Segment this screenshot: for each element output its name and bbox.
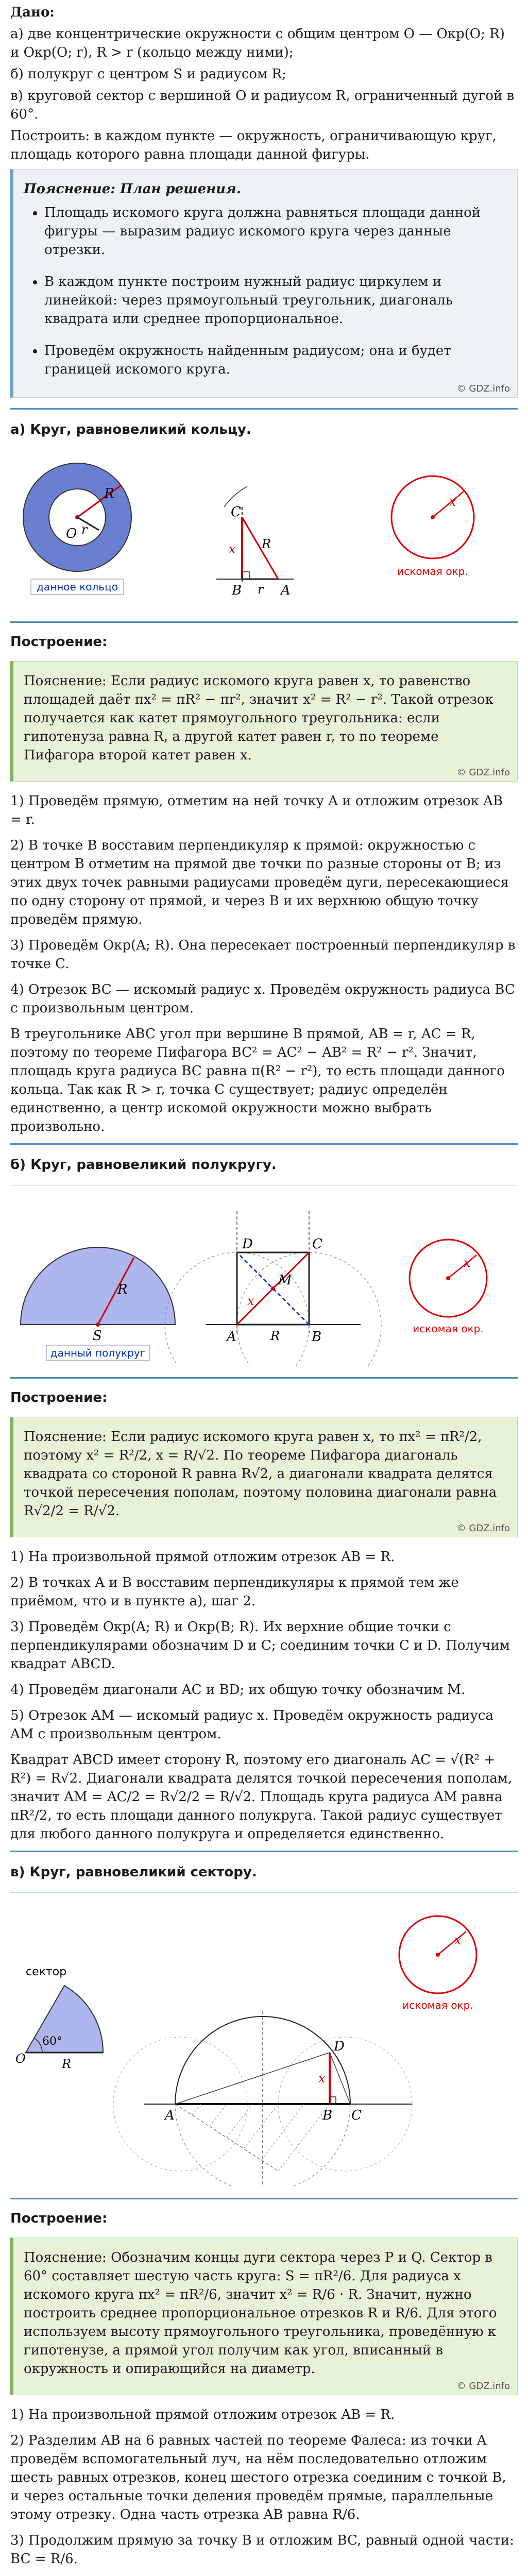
part-c-explanation-box xyxy=(10,2238,518,2395)
square-construction xyxy=(165,1211,381,1366)
label-r-tri: r xyxy=(258,582,264,597)
given-b: б) полукруг с центром S и радиусом R; xyxy=(10,66,286,82)
label-O: O xyxy=(15,2052,26,2066)
step: 2) В точках A и B восставим перпендикуляры к прямой тем же приёмом, что и в пункте а), шаг 2. xyxy=(10,1575,459,1609)
label-C: C xyxy=(231,504,241,520)
label-S: S xyxy=(93,1328,102,1344)
label-D: D xyxy=(334,2039,345,2054)
figure-c xyxy=(10,1898,518,2187)
label-A: A xyxy=(165,2108,175,2123)
label-A: A xyxy=(227,1329,236,1345)
gdz-mark: © GDZ.info xyxy=(456,767,510,778)
plan-title: Пояснение: План решения. xyxy=(24,181,241,197)
given-sector xyxy=(15,1965,103,2071)
label-x-tri: x xyxy=(229,542,236,556)
label-R-semi: R xyxy=(117,1282,128,1297)
label-given-ring: данное кольцо xyxy=(37,581,118,593)
step: 1) Проведём прямую, отметим на ней точку A и отложим отрезок AB = r. xyxy=(10,793,503,827)
part-b-construction-title: Построение: xyxy=(10,1377,518,1405)
step: 3) Проведём Окр(A; R). Она пересекает построенный перпендикуляр в точке C. xyxy=(10,938,516,972)
step: 5) Отрезок AM — искомый радиус x. Проведём окружность радиуса AM с произвольным центром. xyxy=(10,1708,493,1742)
sought-circle-b xyxy=(410,1240,487,1335)
step: 4) Проведём диагонали AC и BD; их общую точку обозначим M. xyxy=(10,1682,466,1698)
label-C: C xyxy=(312,1236,322,1252)
label-x-construction: x xyxy=(318,2071,326,2086)
label-given-semicircle: данный полукруг xyxy=(50,1347,146,1359)
part-c-title: в) Круг, равновеликий сектору. xyxy=(10,1851,518,1893)
label-B: B xyxy=(322,2108,333,2123)
label-R-tri: R xyxy=(262,537,271,551)
part-c-construction-title: Построение: xyxy=(10,2198,518,2226)
label-A: A xyxy=(281,583,291,598)
label-R-sector: R xyxy=(62,2057,72,2071)
triangle-construction xyxy=(216,486,294,598)
label-B: B xyxy=(232,583,242,598)
part-b-explanation-box xyxy=(10,1417,518,1537)
part-a-steps xyxy=(10,792,518,1136)
step: 4) Отрезок BC — искомый радиус x. Проведём окружность радиуса BC с произвольным центром. xyxy=(10,982,515,1016)
label-sector: сектор xyxy=(26,1965,67,1978)
label-C: C xyxy=(351,2108,362,2123)
gdz-mark: © GDZ.info xyxy=(456,2381,510,2392)
given-title: Дано: xyxy=(10,5,55,20)
plan-list xyxy=(24,204,507,379)
given-semicircle xyxy=(21,1247,175,1361)
label-M: M xyxy=(278,1273,292,1288)
gdz-mark: © GDZ.info xyxy=(456,383,510,394)
sought-circle-c xyxy=(399,1916,476,2011)
part-a-explanation-box xyxy=(10,661,518,782)
label-x-sought-b: x xyxy=(464,1256,471,1270)
figure-a xyxy=(10,455,518,610)
label-R-square: R xyxy=(270,1329,280,1343)
step: 3) Проведём Окр(A; R) и Окр(B; R). Их верхние общие точки с перпендикулярами обозначим D и C; соединим точки C и D. Получим квадрат ABCD. xyxy=(10,1619,510,1672)
step: 2) Разделим AB на 6 равных частей по теореме Фалеса: из точки A проведём вспомогательный луч, на нём последовательно отложим шесть равных отрезков, конец шестого отрезка соединим с точкой B, и через остальные точки деления проведём прямые, параллельные этому отрезку. Одна часть отрезка AB равна R/6. xyxy=(10,2433,506,2522)
given-block xyxy=(10,0,518,164)
step: В треугольнике ABC угол при вершине B прямой, AB = r, AC = R, поэтому по теореме Пифагора BC² = AC² − AB² = R² − r². Значит, площадь круга радиуса BC равна π(R² − r²), то есть площади данного кольца. Так как R > r, точка C существует; радиус определён единственно, а центр искомой окружности можно выбрать произвольно. xyxy=(10,1026,505,1134)
step: 1) На произвольной прямой отложим отрезок AB = R. xyxy=(10,2407,395,2422)
label-R: R xyxy=(104,486,114,501)
part-c-explanation: Пояснение: Обозначим концы дуги сектора через P и Q. Сектор в 60° составляет шестую часть круга: S = πR²/6. Для радиуса x искомого круга πx² = πR²/6, значит x² = R/6 · R. Значит, нужно построить среднее пропорциональное отрезков R и R/6. Для этого используем высоту прямоугольного треугольника, проведённую к гипотенузе, а прямой угол получим как угол, вписанный в окружность и опирающийся на диаметр. xyxy=(24,2250,497,2377)
label-D: D xyxy=(242,1236,253,1252)
part-a-explanation: Пояснение: Если радиус искомого круга равен x, то равенство площадей даёт πx² = πR² − πr², значит x² = R² − r². Такой отрезок получается как катет прямоугольного треугольника: если гипотенуза равна R, а другой катет равен r, то по теореме Пифагора второй катет равен x. xyxy=(24,673,493,763)
label-r: r xyxy=(81,522,88,537)
part-b-explanation: Пояснение: Если радиус искомого круга равен x, то πx² = πR²/2, поэтому x² = R²/2, x = R/√2. По теореме Пифагора диагональ квадрата со стороной R равна R√2, а диагонали квадрата делятся точкой пересечения пополам, поэтому половина диагонали равна R√2/2 = R/√2. xyxy=(24,1429,497,1519)
label-sought-b: искомая окр. xyxy=(413,1323,484,1335)
plan-item: • В каждом пункте построим нужный радиус циркулем и линейкой: через прямоугольный треугольник, диагональ квадрата или среднее пропорциональное. xyxy=(44,273,507,328)
mean-proportional-construction xyxy=(113,2011,412,2187)
step: Квадрат ABCD имеет сторону R, поэтому его диагональ AC = √(R² + R²) = R√2. Диагонали квадрата делятся точкой пересечения пополам, значит AM = AC/2 = R√2/2 = R/√2. Площадь круга радиуса AM равна πR²/2, то есть площади данного полукруга. Такой радиус существует для любого данного полукруга и определяется единственно. xyxy=(10,1752,513,1842)
label-sought-c: искомая окр. xyxy=(402,1999,473,2011)
plan-item: • Площадь искомого круга должна равняться площади данной фигуры — выразим радиус искомого круга через данные отрезки. xyxy=(44,204,507,259)
given-a: а) две концентрические окружности с общим центром O — Окр(O; R) и Окр(O; r), R > r (кольцо между ними); xyxy=(10,26,505,60)
part-b-steps xyxy=(10,1548,518,1843)
given-ring xyxy=(23,463,131,595)
label-x-sought-c: x xyxy=(454,1933,462,1947)
step: 1) На произвольной прямой отложим отрезок AB = R. xyxy=(10,1549,395,1565)
step: 2) В точке B восставим перпендикуляр к прямой: окружностью с центром B отметим на прямой две точки по разные стороны от B; из этих двух точек равными радиусами проведём дуги, пересекающиеся по одну сторону от прямой, и через B и их верхнюю общую точку проведём прямую. xyxy=(10,838,509,927)
gdz-mark: © GDZ.info xyxy=(456,1523,510,1534)
figure-b xyxy=(10,1191,518,1366)
part-a-construction-title: Построение: xyxy=(10,621,518,650)
part-b-title: б) Круг, равновеликий полукругу. xyxy=(10,1143,518,1185)
label-O: O xyxy=(66,526,77,541)
label-x-square: x xyxy=(247,1294,254,1308)
plan-box xyxy=(10,169,518,398)
sought-circle-a xyxy=(391,476,474,578)
label-x-sought: x xyxy=(449,495,456,509)
step: 3) Продолжим прямую за точку B и отложим BC, равный одной части: BC = R/6. xyxy=(10,2533,514,2567)
label-B: B xyxy=(312,1329,322,1345)
part-c-steps xyxy=(10,2405,518,2576)
label-sought-a: искомая окр. xyxy=(397,565,468,578)
part-a-title: а) Круг, равновеликий кольцу. xyxy=(10,408,518,450)
thales-parallels xyxy=(192,2104,333,2171)
given-c: в) круговой сектор с вершиной O и радиусом R, ограниченный дугой в 60°. xyxy=(10,88,515,122)
plan-item: • Проведём окружность найденным радиусом; она и будет границей искомого круга. xyxy=(44,342,507,379)
label-angle: 60° xyxy=(42,2035,62,2048)
given-task: Построить: в каждом пункте — окружность, ограничивающую круг, площадь которого равна площади данной фигуры. xyxy=(10,128,497,162)
